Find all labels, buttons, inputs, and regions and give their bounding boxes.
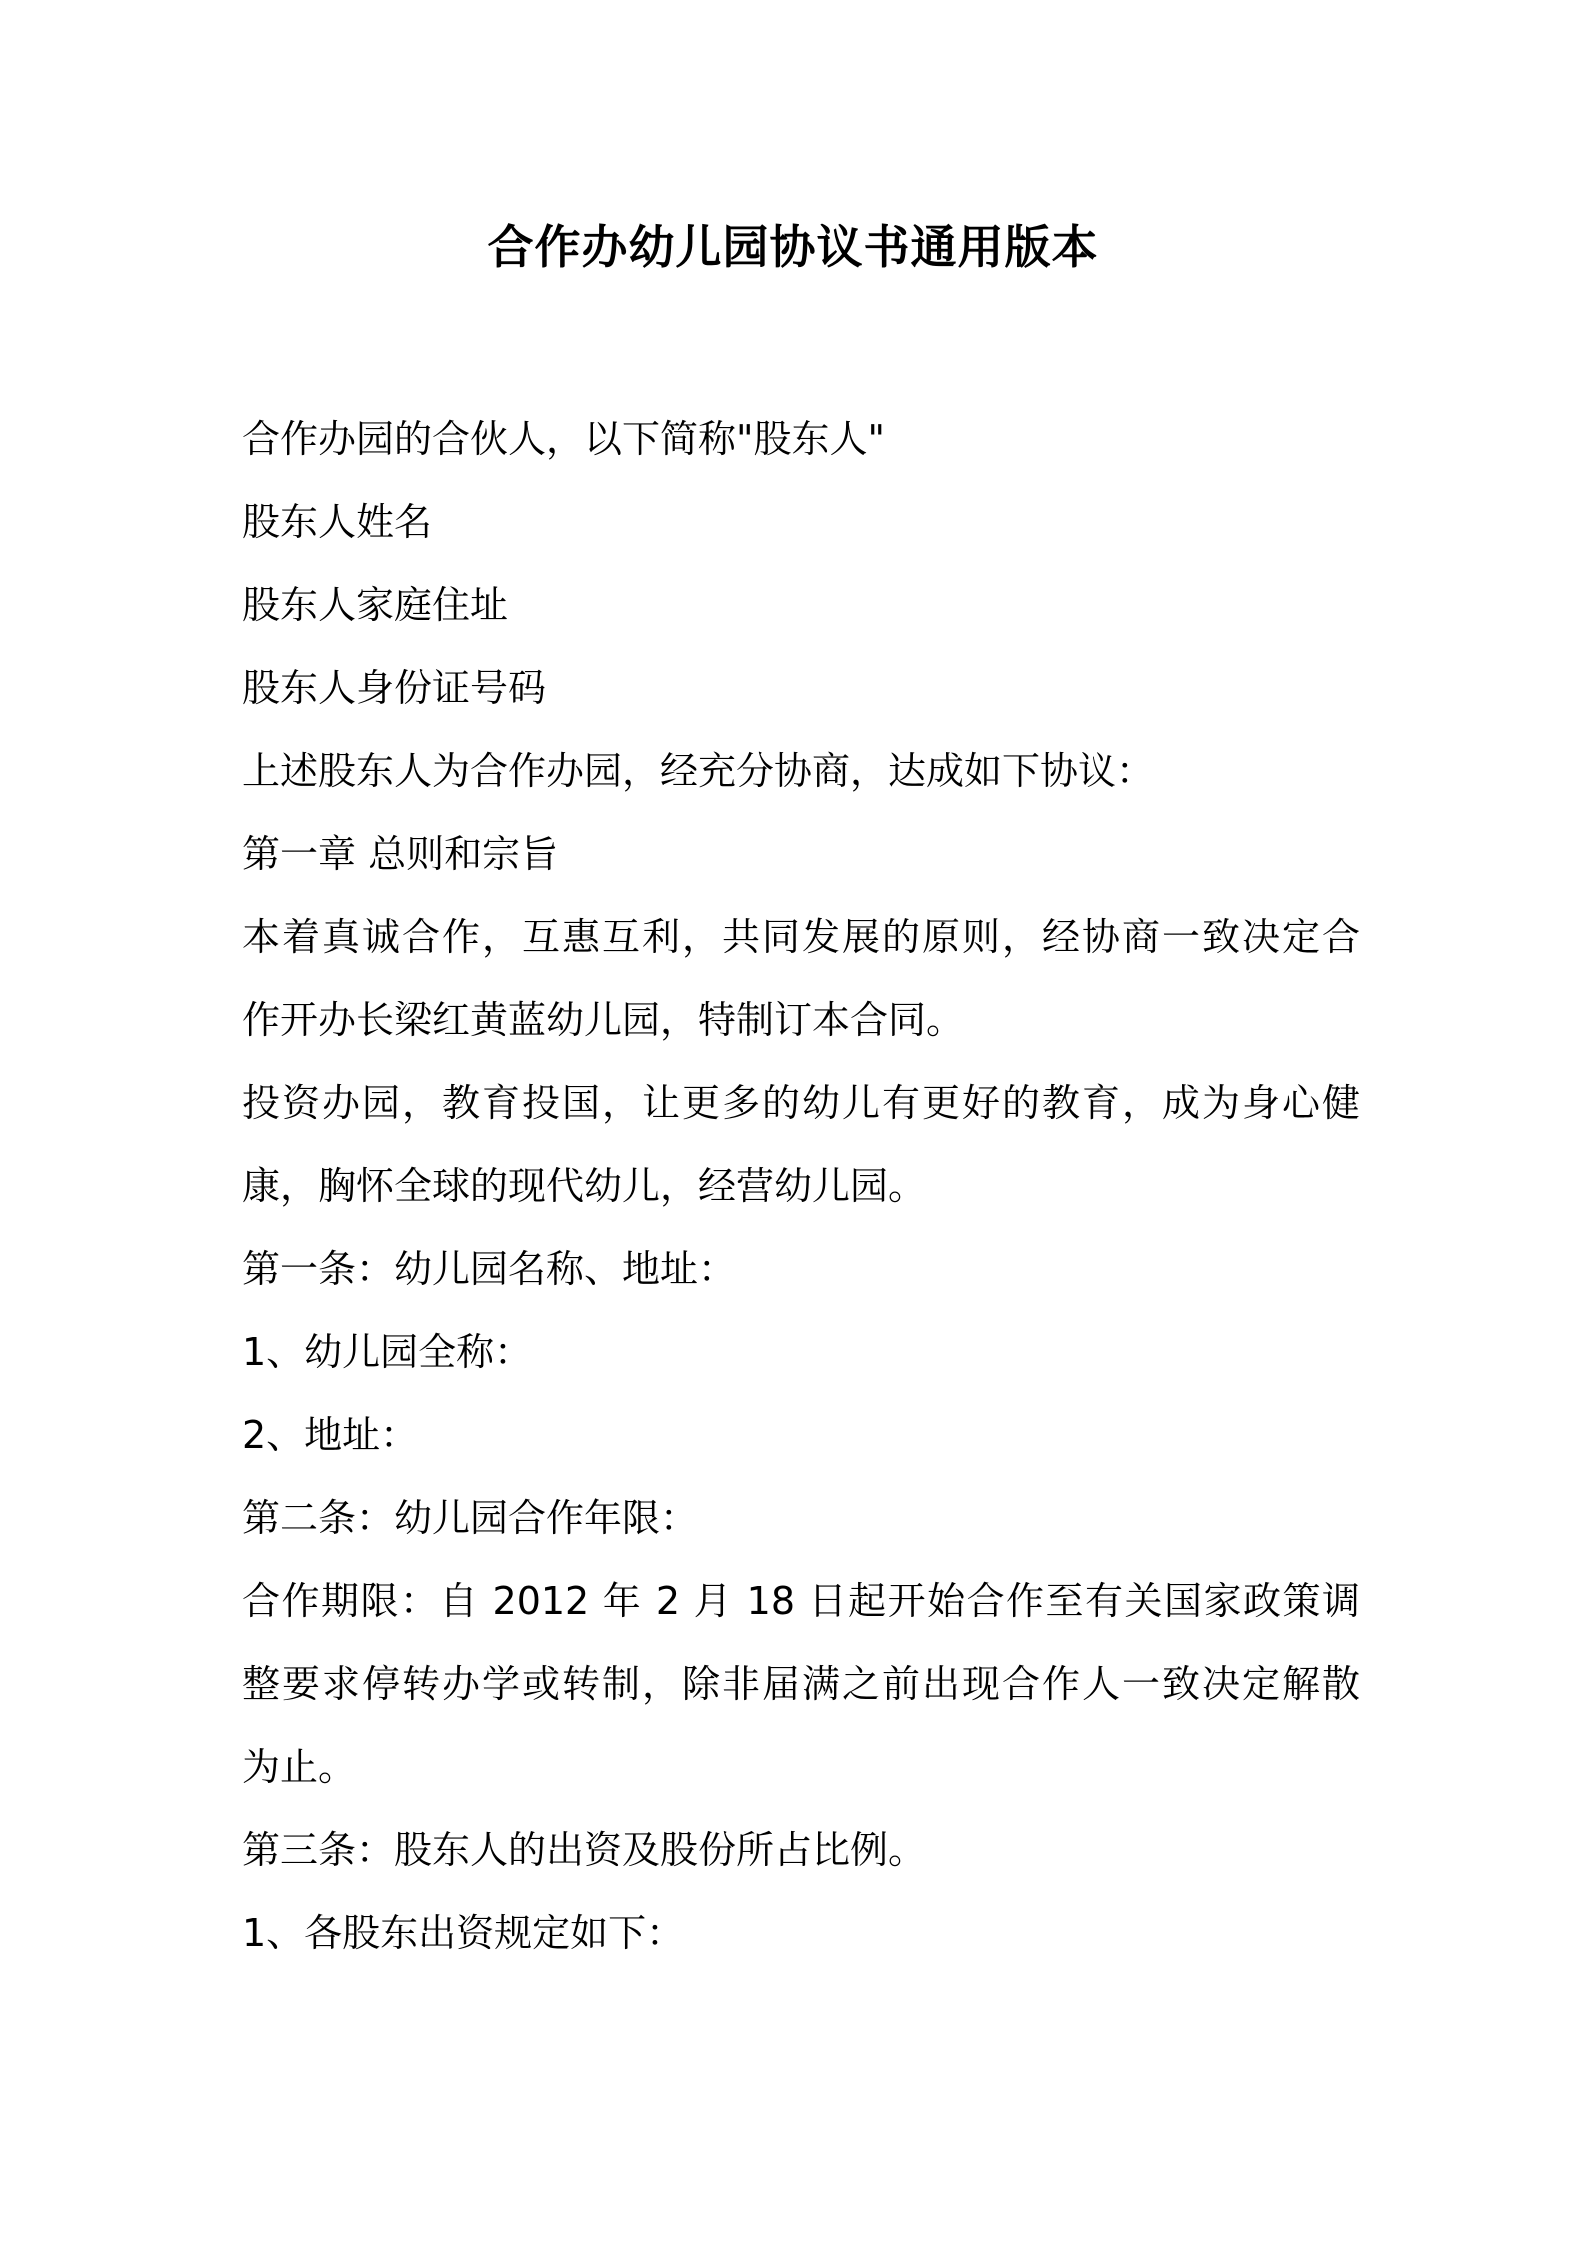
text-line: 2、地址： [242,1413,419,1457]
chapter-heading: 第一章 总则和宗旨 [242,832,559,876]
text-line: 股东人身份证号码 [242,666,547,710]
text-line: 为止。 [242,1745,357,1789]
text-line: 本着真诚合作，互惠互利，共同发展的原则，经协商一致决定合 [242,915,1360,959]
text-line: 合作办园的合伙人，以下简称"股东人" [242,417,885,461]
article-heading: 第一条：幼儿园名称、地址： [242,1247,737,1291]
document-body [242,398,1362,1975]
text-line: 上述股东人为合作办园，经充分协商，达成如下协议： [242,749,1155,793]
text-line: 1、幼儿园全称： [242,1330,533,1374]
text-line: 股东人姓名 [242,500,433,544]
text-line: 康，胸怀全球的现代幼儿，经营幼儿园。 [242,1164,927,1208]
text-line: 股东人家庭住址 [242,583,509,627]
text-line: 投资办园，教育投国，让更多的幼儿有更好的教育，成为身心健 [242,1081,1360,1125]
text-line: 整要求停转办学或转制，除非届满之前出现合作人一致决定解散 [242,1662,1360,1706]
text-line: 作开办长梁红黄蓝幼儿园，特制订本合同。 [242,998,965,1042]
text-line: 1、各股东出资规定如下： [242,1911,685,1955]
text-line: 合作期限：自 2012 年 2 月 18 日起开始合作至有关国家政策调 [242,1579,1360,1623]
document-title: 合作办幼儿园协议书通用版本 [487,220,1099,274]
article-heading: 第三条：股东人的出资及股份所占比例。 [242,1828,927,1872]
article-heading: 第二条：幼儿园合作年限： [242,1496,699,1540]
